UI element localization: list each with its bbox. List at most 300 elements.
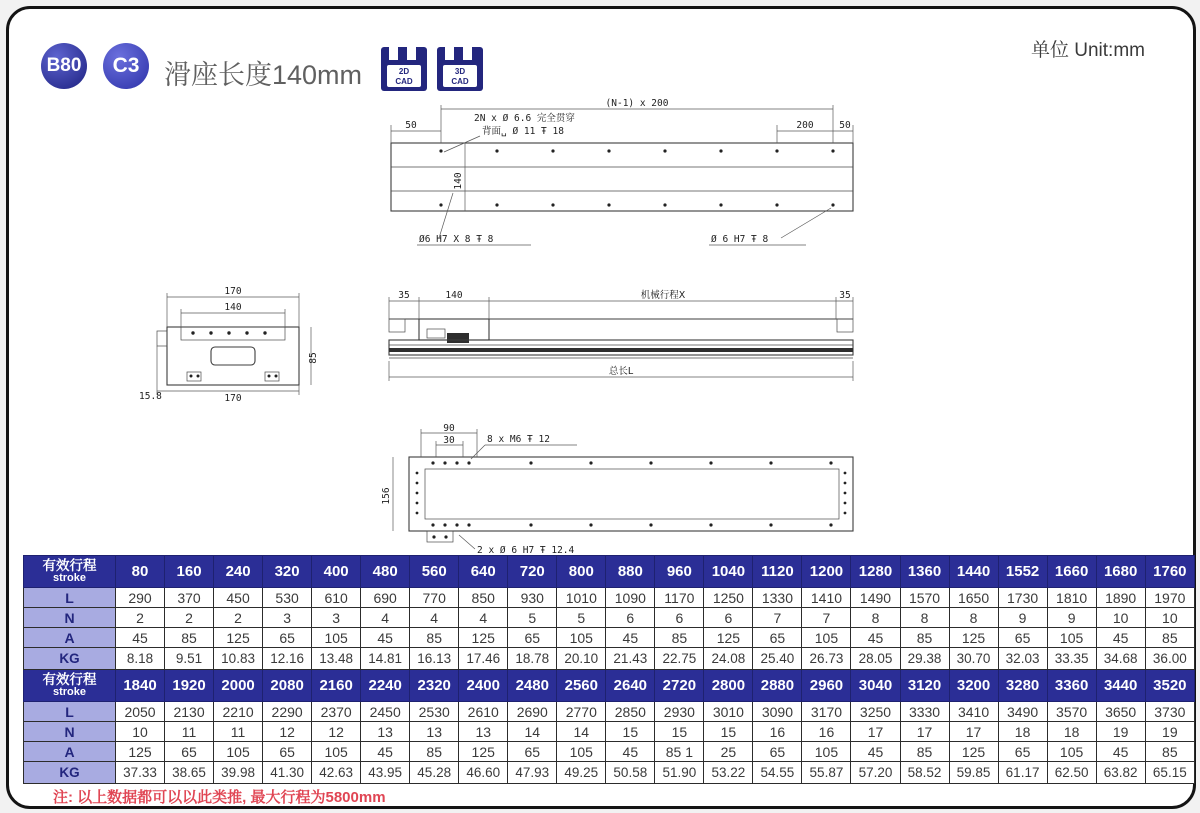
cell-a: 105 <box>1047 742 1096 762</box>
cell-n: 12 <box>263 722 312 742</box>
cell-a: 65 <box>508 742 557 762</box>
cell-l: 1410 <box>802 588 851 608</box>
cell-l: 1570 <box>900 588 949 608</box>
stroke-value-cell: 2240 <box>361 670 410 702</box>
cell-kg: 36.00 <box>1145 648 1194 670</box>
cell-kg: 26.73 <box>802 648 851 670</box>
cell-kg: 59.85 <box>949 762 998 784</box>
cell-l: 290 <box>116 588 165 608</box>
cell-kg: 30.70 <box>949 648 998 670</box>
bottom-view-drawing <box>381 425 871 557</box>
top-view-drawing <box>381 95 871 251</box>
cell-l: 1490 <box>851 588 900 608</box>
dim-35-right: 35 <box>839 290 851 301</box>
cell-a: 125 <box>704 628 753 648</box>
cell-a: 65 <box>263 628 312 648</box>
floppy-notch-icon <box>445 47 454 60</box>
stroke-value-cell: 720 <box>508 556 557 588</box>
cell-kg: 32.03 <box>998 648 1047 670</box>
cell-n: 5 <box>557 608 606 628</box>
cell-a: 125 <box>459 628 508 648</box>
table-row-n <box>24 722 1195 742</box>
cell-l: 1890 <box>1096 588 1145 608</box>
cell-n: 2 <box>214 608 263 628</box>
cell-a: 85 1 <box>655 742 704 762</box>
cell-a: 85 <box>410 742 459 762</box>
cell-kg: 16.13 <box>410 648 459 670</box>
cell-a: 105 <box>557 742 606 762</box>
cell-l: 2130 <box>165 702 214 722</box>
cell-l: 3410 <box>949 702 998 722</box>
cad-2d-line1: 2D <box>398 67 410 76</box>
cell-a: 125 <box>949 742 998 762</box>
row-label-l: L <box>24 588 116 608</box>
table-row-a <box>24 742 1195 762</box>
stroke-value-cell: 3120 <box>900 670 949 702</box>
stroke-value-cell: 1920 <box>165 670 214 702</box>
stroke-value-cell: 1680 <box>1096 556 1145 588</box>
cell-n: 6 <box>606 608 655 628</box>
hole-dots <box>439 149 834 206</box>
cell-n: 3 <box>312 608 361 628</box>
cell-l: 3250 <box>851 702 900 722</box>
dim-200: 200 <box>796 120 814 131</box>
stroke-value-cell: 2000 <box>214 670 263 702</box>
cell-l: 3090 <box>753 702 802 722</box>
cell-n: 2 <box>165 608 214 628</box>
cell-a: 85 <box>1145 628 1194 648</box>
datasheet-page <box>6 6 1196 809</box>
cell-a: 45 <box>1096 628 1145 648</box>
bottom-body <box>409 457 853 542</box>
cell-a: 45 <box>361 742 410 762</box>
cell-a: 105 <box>312 742 361 762</box>
cell-n: 19 <box>1096 722 1145 742</box>
floppy-notch-icon <box>407 47 416 60</box>
cell-a: 45 <box>361 628 410 648</box>
cell-a: 45 <box>1096 742 1145 762</box>
cell-kg: 13.48 <box>312 648 361 670</box>
cell-l: 2850 <box>606 702 655 722</box>
cell-n: 10 <box>116 722 165 742</box>
cell-n: 4 <box>459 608 508 628</box>
cell-kg: 29.38 <box>900 648 949 670</box>
dim-156: 156 <box>381 487 392 505</box>
cell-n: 2 <box>116 608 165 628</box>
cell-a: 25 <box>704 742 753 762</box>
cell-l: 1250 <box>704 588 753 608</box>
stroke-value-cell: 2480 <box>508 670 557 702</box>
cell-n: 18 <box>1047 722 1096 742</box>
stroke-value-cell: 1120 <box>753 556 802 588</box>
model-badge <box>41 43 87 89</box>
cell-kg: 28.05 <box>851 648 900 670</box>
stroke-row-label <box>24 670 116 702</box>
cell-a: 105 <box>802 742 851 762</box>
cell-kg: 10.83 <box>214 648 263 670</box>
bottom-dimensions <box>381 423 599 556</box>
stroke-label-cn: 有效行程 <box>42 672 97 687</box>
cell-l: 2050 <box>116 702 165 722</box>
row-label-n: N <box>24 722 116 742</box>
cell-kg: 65.15 <box>1145 762 1194 784</box>
stroke-value-cell: 560 <box>410 556 459 588</box>
cell-n: 13 <box>410 722 459 742</box>
cell-n: 10 <box>1096 608 1145 628</box>
cell-kg: 61.17 <box>998 762 1047 784</box>
cad-3d-download-icon[interactable] <box>437 47 483 91</box>
stroke-value-cell: 1040 <box>704 556 753 588</box>
row-label-kg: KG <box>24 762 116 784</box>
cad-3d-line1: 3D <box>454 67 466 76</box>
stroke-value-cell: 3280 <box>998 670 1047 702</box>
cell-n: 15 <box>704 722 753 742</box>
stroke-value-cell: 2400 <box>459 670 508 702</box>
stroke-value-cell: 480 <box>361 556 410 588</box>
cell-a: 65 <box>998 742 1047 762</box>
cell-a: 45 <box>116 628 165 648</box>
cell-n: 6 <box>704 608 753 628</box>
cell-kg: 20.10 <box>557 648 606 670</box>
cad-3d-line2: CAD <box>451 77 469 86</box>
cell-a: 125 <box>116 742 165 762</box>
cell-kg: 50.58 <box>606 762 655 784</box>
cell-n: 17 <box>851 722 900 742</box>
dim-170-bottom: 170 <box>224 393 242 404</box>
stroke-value-cell: 2320 <box>410 670 459 702</box>
cell-n: 5 <box>508 608 557 628</box>
cell-kg: 41.30 <box>263 762 312 784</box>
cell-l: 2210 <box>214 702 263 722</box>
cell-l: 770 <box>410 588 459 608</box>
stroke-label-en: stroke <box>52 686 87 698</box>
cell-a: 45 <box>606 742 655 762</box>
cell-l: 690 <box>361 588 410 608</box>
cell-l: 1170 <box>655 588 704 608</box>
stroke-label-en: stroke <box>52 572 87 584</box>
cell-kg: 38.65 <box>165 762 214 784</box>
cell-l: 850 <box>459 588 508 608</box>
cell-a: 105 <box>1047 628 1096 648</box>
stroke-value-cell: 640 <box>459 556 508 588</box>
stroke-value-cell: 880 <box>606 556 655 588</box>
cell-n: 18 <box>998 722 1047 742</box>
side-body <box>389 319 853 358</box>
cell-n: 14 <box>557 722 606 742</box>
section-body <box>157 327 299 385</box>
dim-15-8: 15.8 <box>139 391 162 402</box>
section-view-drawing <box>137 285 337 407</box>
footnote: 注: 以上数据都可以以此类推, 最大行程为5800mm <box>53 789 386 806</box>
cell-a: 85 <box>900 628 949 648</box>
cell-kg: 57.20 <box>851 762 900 784</box>
row-label-kg: KG <box>24 648 116 670</box>
stroke-value-cell: 2720 <box>655 670 704 702</box>
cell-a: 65 <box>753 742 802 762</box>
cell-l: 1330 <box>753 588 802 608</box>
cell-l: 530 <box>263 588 312 608</box>
cell-l: 2690 <box>508 702 557 722</box>
stroke-value-cell: 1200 <box>802 556 851 588</box>
cell-n: 16 <box>753 722 802 742</box>
cell-l: 1010 <box>557 588 606 608</box>
dim-30: 30 <box>443 435 455 446</box>
type-badge-label: C3 <box>112 54 140 77</box>
type-badge <box>103 43 149 89</box>
cell-l: 2930 <box>655 702 704 722</box>
stroke-value-cell: 2080 <box>263 670 312 702</box>
cell-n: 9 <box>1047 608 1096 628</box>
side-view-drawing <box>381 289 871 387</box>
cell-a: 65 <box>753 628 802 648</box>
cell-n: 17 <box>949 722 998 742</box>
cell-kg: 55.87 <box>802 762 851 784</box>
cell-a: 85 <box>165 628 214 648</box>
cell-l: 3170 <box>802 702 851 722</box>
cell-kg: 25.40 <box>753 648 802 670</box>
cell-l: 3730 <box>1145 702 1194 722</box>
dim-50-right: 50 <box>839 120 851 131</box>
stroke-value-cell: 80 <box>116 556 165 588</box>
cell-a: 65 <box>263 742 312 762</box>
callout-dowel-right: Ø 6 H7 Ŧ 8 <box>711 234 769 245</box>
callout-dowel-bottom: 2 x Ø 6 H7 Ŧ 12.4 <box>477 545 575 556</box>
cell-a: 125 <box>949 628 998 648</box>
callout-m6: 8 x M6 Ŧ 12 <box>487 434 550 445</box>
cell-a: 105 <box>214 742 263 762</box>
cell-a: 125 <box>459 742 508 762</box>
stroke-value-cell: 3360 <box>1047 670 1096 702</box>
cell-n: 14 <box>508 722 557 742</box>
cell-n: 7 <box>753 608 802 628</box>
cell-kg: 51.90 <box>655 762 704 784</box>
table-row-l <box>24 588 1195 608</box>
table-row-a <box>24 628 1195 648</box>
cell-kg: 9.51 <box>165 648 214 670</box>
stroke-value-cell: 400 <box>312 556 361 588</box>
cell-l: 2610 <box>459 702 508 722</box>
dim-170-top: 170 <box>224 286 242 297</box>
cell-n: 12 <box>312 722 361 742</box>
top-view-dimensions <box>391 98 853 245</box>
cell-kg: 21.43 <box>606 648 655 670</box>
model-badge-label: B80 <box>46 55 82 76</box>
unit-label: 单位 Unit:mm <box>1030 40 1145 61</box>
cell-n: 4 <box>410 608 459 628</box>
total-length-label: 总长L <box>608 366 634 377</box>
stroke-value-cell: 3520 <box>1145 670 1194 702</box>
cell-a: 105 <box>802 628 851 648</box>
stroke-value-cell: 2560 <box>557 670 606 702</box>
cell-kg: 46.60 <box>459 762 508 784</box>
cell-n: 9 <box>998 608 1047 628</box>
mechanical-stroke-label: 机械行程X <box>640 290 686 301</box>
cell-kg: 42.63 <box>312 762 361 784</box>
cell-kg: 39.98 <box>214 762 263 784</box>
cell-a: 85 <box>655 628 704 648</box>
cell-l: 2530 <box>410 702 459 722</box>
dim-35-left: 35 <box>398 290 410 301</box>
stroke-value-cell: 3040 <box>851 670 900 702</box>
cell-a: 65 <box>998 628 1047 648</box>
cell-l: 2450 <box>361 702 410 722</box>
stroke-value-cell: 2800 <box>704 670 753 702</box>
table-row-kg <box>24 648 1195 670</box>
cell-n: 16 <box>802 722 851 742</box>
cell-n: 19 <box>1145 722 1194 742</box>
cell-a: 85 <box>1145 742 1194 762</box>
cell-a: 65 <box>508 628 557 648</box>
cell-l: 930 <box>508 588 557 608</box>
cell-l: 1970 <box>1145 588 1194 608</box>
stroke-row-label <box>24 556 116 588</box>
cell-a: 45 <box>606 628 655 648</box>
dim-pitch: (N-1) x 200 <box>605 98 669 109</box>
table-row-l <box>24 702 1195 722</box>
cell-kg: 18.78 <box>508 648 557 670</box>
cell-kg: 37.33 <box>116 762 165 784</box>
cell-n: 13 <box>459 722 508 742</box>
dim-50-left: 50 <box>405 120 417 131</box>
cell-kg: 47.93 <box>508 762 557 784</box>
row-label-l: L <box>24 702 116 722</box>
dim-140-section: 140 <box>224 302 242 313</box>
page-title: 滑座长度140mm <box>164 60 363 90</box>
dim-140-vertical: 140 <box>453 172 464 190</box>
cell-l: 3330 <box>900 702 949 722</box>
cell-l: 1650 <box>949 588 998 608</box>
cell-a: 45 <box>851 628 900 648</box>
cell-l: 1810 <box>1047 588 1096 608</box>
row-label-a: A <box>24 628 116 648</box>
cell-kg: 63.82 <box>1096 762 1145 784</box>
cell-a: 105 <box>557 628 606 648</box>
cell-l: 3570 <box>1047 702 1096 722</box>
cell-n: 3 <box>263 608 312 628</box>
stroke-value-cell: 1280 <box>851 556 900 588</box>
cell-a: 125 <box>214 628 263 648</box>
cell-kg: 24.08 <box>704 648 753 670</box>
cell-l: 1730 <box>998 588 1047 608</box>
hole-note-2: 背面␣ Ø 11 Ŧ 18 <box>482 126 564 137</box>
cell-kg: 14.81 <box>361 648 410 670</box>
cell-kg: 17.46 <box>459 648 508 670</box>
stroke-value-cell: 1840 <box>116 670 165 702</box>
stroke-table <box>23 555 1195 784</box>
cell-l: 3490 <box>998 702 1047 722</box>
stroke-value-cell: 2960 <box>802 670 851 702</box>
cell-kg: 33.35 <box>1047 648 1096 670</box>
cell-n: 11 <box>165 722 214 742</box>
cell-n: 8 <box>851 608 900 628</box>
stroke-value-cell: 960 <box>655 556 704 588</box>
cell-a: 45 <box>851 742 900 762</box>
cell-a: 85 <box>410 628 459 648</box>
stroke-value-cell: 1760 <box>1145 556 1194 588</box>
cell-l: 2290 <box>263 702 312 722</box>
cell-l: 450 <box>214 588 263 608</box>
cell-l: 2370 <box>312 702 361 722</box>
stroke-value-cell: 800 <box>557 556 606 588</box>
stroke-label-cn: 有效行程 <box>42 558 97 573</box>
cell-a: 65 <box>165 742 214 762</box>
cell-kg: 53.22 <box>704 762 753 784</box>
callout-dowel-left: Ø6 H7 X 8 Ŧ 8 <box>419 234 494 245</box>
cell-n: 8 <box>900 608 949 628</box>
floppy-notch-icon <box>389 47 398 60</box>
cell-l: 3010 <box>704 702 753 722</box>
table-row-n <box>24 608 1195 628</box>
cell-n: 15 <box>655 722 704 742</box>
stroke-value-cell: 2640 <box>606 670 655 702</box>
hole-dots <box>416 461 847 526</box>
row-label-n: N <box>24 608 116 628</box>
stroke-value-cell: 2880 <box>753 670 802 702</box>
stroke-value-cell: 1360 <box>900 556 949 588</box>
cell-kg: 62.50 <box>1047 762 1096 784</box>
cell-kg: 34.68 <box>1096 648 1145 670</box>
cell-l: 3650 <box>1096 702 1145 722</box>
cad-2d-label <box>387 65 421 87</box>
cad-3d-label <box>443 65 477 87</box>
stroke-value-cell: 1660 <box>1047 556 1096 588</box>
cell-kg: 43.95 <box>361 762 410 784</box>
cell-l: 2770 <box>557 702 606 722</box>
stroke-value-cell: 3440 <box>1096 670 1145 702</box>
cad-2d-download-icon[interactable] <box>381 47 427 91</box>
stroke-value-cell: 1440 <box>949 556 998 588</box>
cell-n: 15 <box>606 722 655 742</box>
stroke-value-cell: 1552 <box>998 556 1047 588</box>
stroke-value-cell: 160 <box>165 556 214 588</box>
cell-n: 4 <box>361 608 410 628</box>
stroke-header-row <box>24 556 1195 588</box>
cell-n: 13 <box>361 722 410 742</box>
row-label-a: A <box>24 742 116 762</box>
cell-kg: 49.25 <box>557 762 606 784</box>
floppy-notch-icon <box>463 47 472 60</box>
stroke-header-row <box>24 670 1195 702</box>
section-dimensions <box>139 286 319 404</box>
cell-kg: 8.18 <box>116 648 165 670</box>
cell-a: 85 <box>900 742 949 762</box>
dim-85: 85 <box>308 352 319 364</box>
cell-n: 11 <box>214 722 263 742</box>
stroke-value-cell: 3200 <box>949 670 998 702</box>
cell-l: 610 <box>312 588 361 608</box>
cell-kg: 54.55 <box>753 762 802 784</box>
table-row-kg <box>24 762 1195 784</box>
cell-n: 8 <box>949 608 998 628</box>
cell-kg: 58.52 <box>900 762 949 784</box>
cell-n: 17 <box>900 722 949 742</box>
cad-2d-line2: CAD <box>395 77 413 86</box>
dim-90: 90 <box>443 423 455 434</box>
cell-n: 7 <box>802 608 851 628</box>
cell-kg: 22.75 <box>655 648 704 670</box>
dim-140-side: 140 <box>445 290 463 301</box>
cell-a: 105 <box>312 628 361 648</box>
cell-l: 370 <box>165 588 214 608</box>
cell-n: 10 <box>1145 608 1194 628</box>
cell-l: 1090 <box>606 588 655 608</box>
cell-kg: 12.16 <box>263 648 312 670</box>
stroke-value-cell: 320 <box>263 556 312 588</box>
stroke-value-cell: 2160 <box>312 670 361 702</box>
cell-kg: 45.28 <box>410 762 459 784</box>
stroke-value-cell: 240 <box>214 556 263 588</box>
hole-note-1: 2N x Ø 6.6 完全贯穿 <box>474 113 575 124</box>
